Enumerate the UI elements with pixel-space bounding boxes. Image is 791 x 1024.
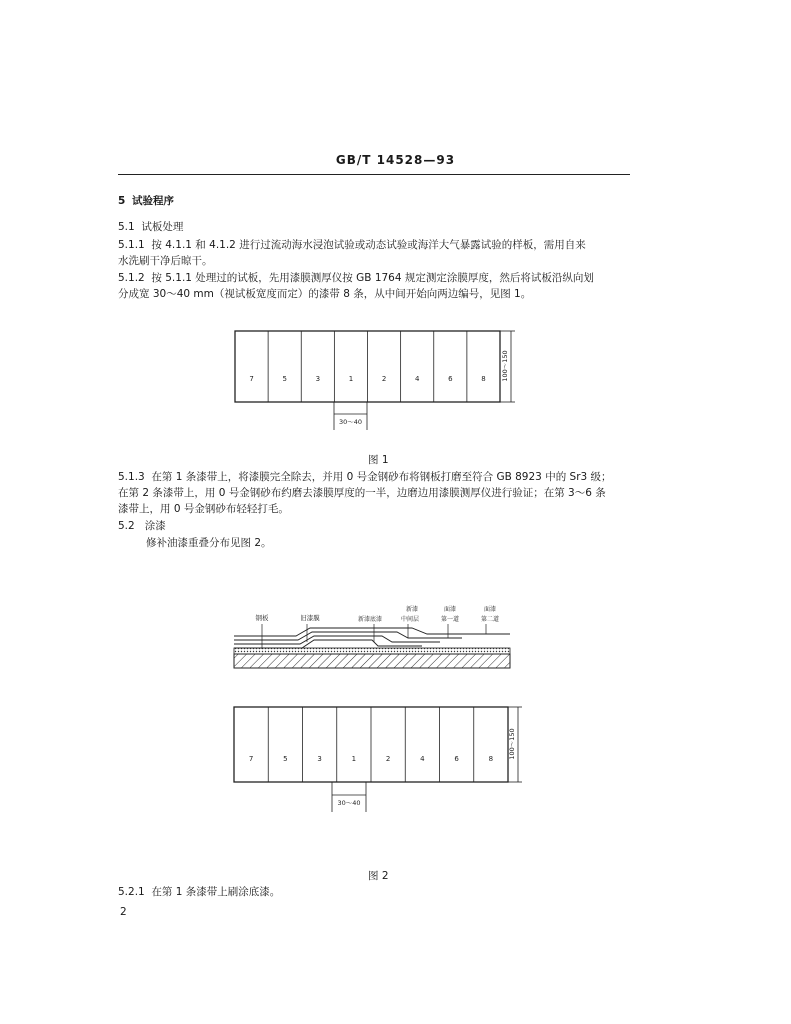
strip-number: 5 (283, 755, 288, 763)
clause-text: 在第 1 条漆带上，将漆膜完全除去，并用 0 号金钢砂布将钢板打磨至符合 GB 8923 中的 Sr3 级； (151, 471, 612, 483)
width-dimension-label: 30～40 (338, 418, 363, 426)
figure-2-caption: 图 2 (368, 870, 389, 882)
clause-5-1-3-line3: 漆带上，用 0 号金钢砂布轻轻打毛。 (118, 503, 289, 515)
section-title: 试验程序 (132, 195, 174, 207)
page-number: 2 (120, 906, 127, 918)
header-rule (118, 174, 630, 175)
clause-text: 按 5.1.1 处理过的试板，先用漆膜测厚仪按 GB 1764 规定测定涂膜厚度，然后将试板沿纵向划 (151, 272, 594, 284)
document-header: GB/T 14528—93 (335, 153, 456, 167)
old-film-layer (234, 648, 510, 654)
clause-number: 5.1.2 (118, 272, 145, 284)
strip-number: 1 (351, 755, 357, 763)
clause-5-1-2-line1 (118, 270, 594, 286)
label-steel: 钢板 (255, 614, 269, 622)
strip-number: 1 (348, 375, 354, 383)
label-topcoat: 面漆 (443, 606, 457, 613)
label-intermediate: 中间层 (400, 616, 420, 623)
subsection-title: 试板处理 (141, 221, 184, 233)
strip-number: 2 (385, 755, 391, 763)
label-new-primer: 新漆底漆 (357, 616, 383, 623)
label-topcoat-2: 面漆 (483, 606, 497, 613)
clause-5-1-2-line2: 分成宽 30～40 mm（视试板宽度而定）的漆带 8 条，从中间开始向两边编号，见图 1。 (118, 288, 532, 300)
strip-number: 5 (282, 375, 287, 383)
steel-plate (234, 654, 510, 668)
subsection-number: 5.1 (118, 221, 135, 233)
cross-section-drawing (222, 602, 522, 682)
strip-number: 3 (317, 755, 322, 763)
strip-dividers (268, 331, 467, 402)
clause-number: 5.2.1 (118, 886, 145, 898)
clause-5-1-3-line1 (118, 469, 612, 485)
height-dimension-label: 100～150 (501, 350, 509, 382)
strip-number: 8 (488, 755, 494, 763)
strip-number: 4 (420, 755, 425, 763)
strip-dividers (268, 707, 474, 782)
label-second-coat: 第二道 (480, 616, 500, 623)
strip-number: 7 (248, 755, 254, 763)
label-first-coat: 第一道 (440, 616, 460, 623)
width-dimension-label: 30～40 (337, 799, 361, 807)
figure-1 (225, 322, 525, 442)
subsection-title: 涂漆 (144, 520, 166, 532)
clause-5-2-intro: 修补油漆重叠分布见图 2。 (146, 537, 272, 549)
clause-number: 5.1.3 (118, 471, 145, 483)
section-heading (118, 193, 174, 209)
figure-2-panel-drawing (226, 698, 526, 828)
label-new: 新漆 (405, 606, 419, 613)
figure-2-panel (226, 698, 526, 828)
figure-2-cross-section (222, 602, 522, 682)
height-dimension-label: 100～150 (508, 728, 516, 760)
subsection-number: 5.2 (118, 520, 135, 532)
figure-1-drawing (225, 322, 525, 442)
strip-number: 3 (315, 375, 321, 383)
strip-number: 7 (249, 375, 254, 383)
clause-5-1-3-line2: 在第 2 条漆带上，用 0 号金钢砂布约磨去漆膜厚度的一半，边磨边用漆膜测厚仪进行验证；在第 3～6 条 (118, 487, 606, 499)
subsection-5-2-heading (118, 518, 166, 534)
clause-text: 按 4.1.1 和 4.1.2 进行过流动海水浸泡试验或动态试验或海洋大气暴露试验的样板，需用自来 (151, 239, 586, 251)
strip-number: 8 (481, 375, 486, 383)
clause-5-2-1 (118, 884, 280, 900)
clause-5-1-1-line1 (118, 237, 586, 253)
strip-number: 6 (448, 375, 453, 383)
label-old-film: 旧漆膜 (300, 614, 320, 622)
clause-5-1-1-line2: 水洗刷干净后晾干。 (118, 255, 213, 267)
strip-number: 4 (414, 375, 420, 383)
strip-number: 6 (454, 755, 459, 763)
strip-number: 2 (381, 375, 387, 383)
subsection-5-1-heading (118, 219, 183, 235)
clause-number: 5.1.1 (118, 239, 145, 251)
section-number: 5 (118, 195, 126, 207)
clause-text: 在第 1 条漆带上刷涂底漆。 (151, 886, 281, 898)
figure-1-caption: 图 1 (368, 454, 389, 466)
